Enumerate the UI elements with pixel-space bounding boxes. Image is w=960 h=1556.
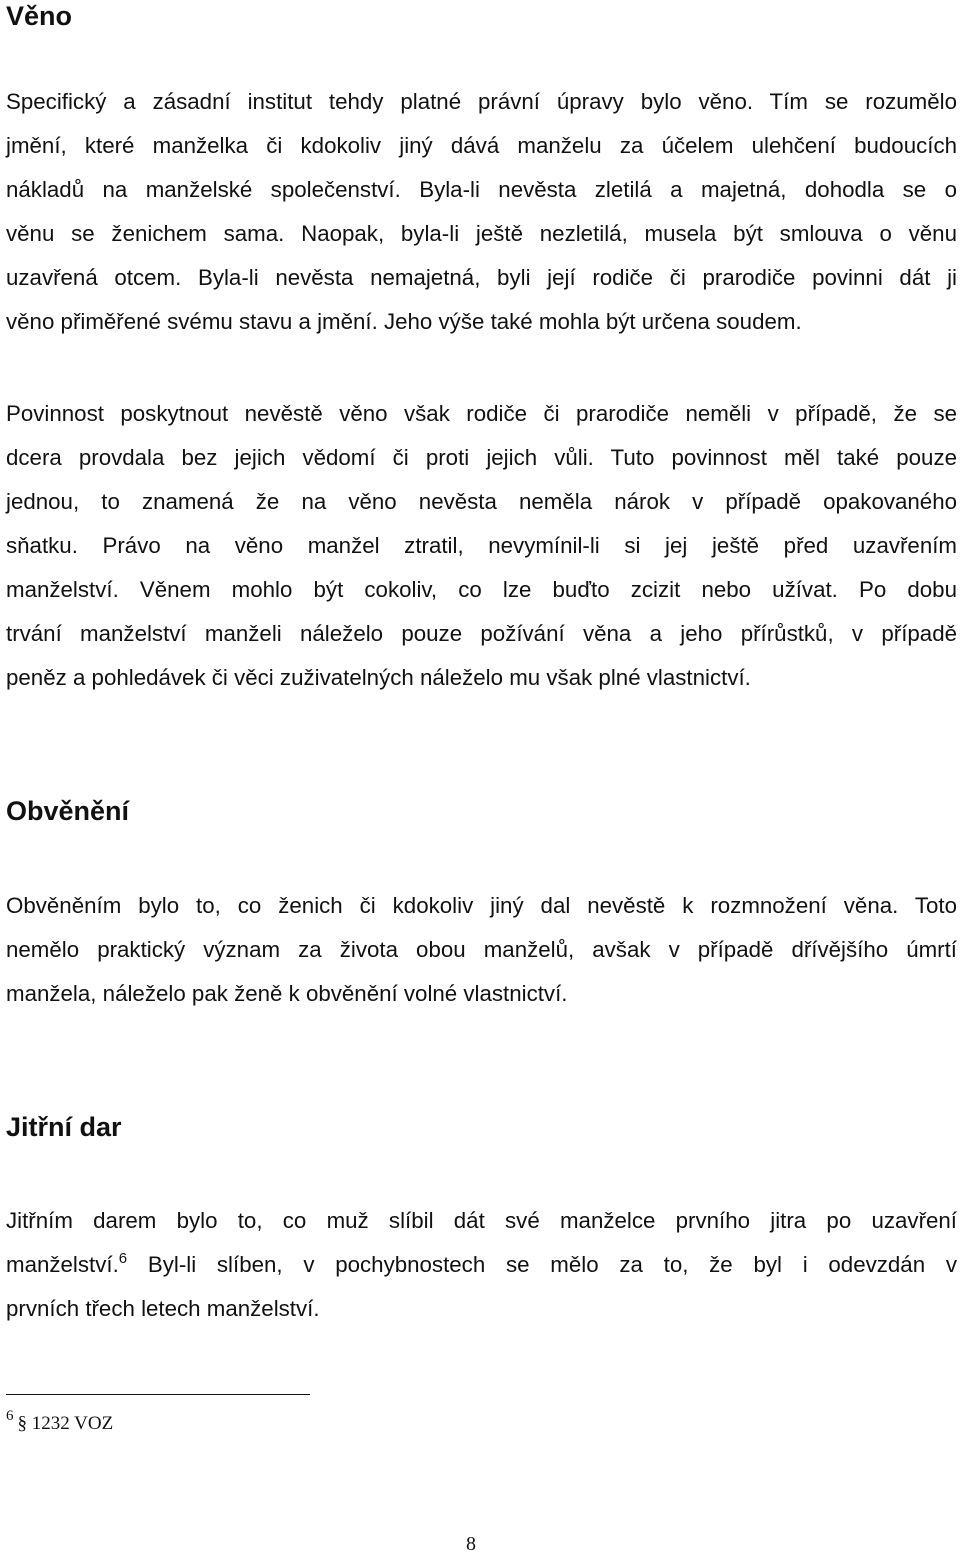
text-line: nákladů na manželské společenství. Byla-li nevěsta zletilá a majetná, dohodla se o <box>6 177 957 202</box>
paragraph-veno-2 <box>6 392 957 700</box>
text-segment: manželství. <box>6 1252 119 1277</box>
text-line: jmění, které manželka či kdokoliv jiný dává manželu za účelem ulehčení budoucích <box>6 133 957 158</box>
text-line: Specifický a zásadní institut tehdy platné právní úpravy bylo věno. Tím se rozumělo <box>6 89 957 114</box>
footnote-reference[interactable]: 6 <box>118 1250 128 1267</box>
text-line: věno přiměřené svému stavu a jmění. Jeho výše také mohla být určena soudem. <box>6 309 802 334</box>
paragraph-obveneni <box>6 884 957 1016</box>
text-line: peněz a pohledávek či věci zuživatelných náleželo mu však plné vlastnictví. <box>6 665 751 690</box>
text-line: Jitřním darem bylo to, co muž slíbil dát své manželce prvního jitra po uzavření <box>6 1208 957 1233</box>
footnote-separator <box>6 1394 310 1395</box>
section-heading-obveneni: Obvěnění <box>6 796 130 826</box>
paragraph-veno-1 <box>6 80 957 344</box>
text-line <box>6 1243 957 1287</box>
text-line: dcera provdala bez jejich vědomí či proti jejich vůli. Tuto povinnost měl také pouze <box>6 445 957 470</box>
text-line: prvních třech letech manželství. <box>6 1296 320 1321</box>
section-heading-jitrni-dar: Jitřní dar <box>6 1112 122 1142</box>
text-line: jednou, to znamená že na věno nevěsta neměla nárok v případě opakovaného <box>6 489 957 514</box>
text-line: Obvěněním bylo to, co ženich či kdokoliv jiný dal nevěstě k rozmnožení věna. Toto <box>6 893 957 918</box>
section-heading-veno: Věno <box>6 1 73 31</box>
text-line: nemělo praktický význam za života obou manželů, avšak v případě dřívějšího úmrtí <box>6 937 957 962</box>
paragraph-jitrni-dar <box>6 1199 957 1331</box>
text-line: trvání manželství manželi náleželo pouze požívání věna a jeho přírůstků, v případě <box>6 621 957 646</box>
page-number: 8 <box>466 1533 476 1555</box>
text-line: věnu se ženichem sama. Naopak, byla-li ještě nezletilá, musela být smlouva o věnu <box>6 221 957 246</box>
footnote-text: § 1232 VOZ <box>17 1413 114 1434</box>
footnote <box>6 1408 113 1435</box>
text-line: Povinnost poskytnout nevěstě věno však rodiče či prarodiče neměli v případě, že se <box>6 401 957 426</box>
text-segment: Byl-li slíben, v pochybnostech se mělo za to, že byl i odevzdán v <box>127 1252 957 1277</box>
text-line: manžela, náleželo pak ženě k obvěnění volné vlastnictví. <box>6 981 568 1006</box>
text-line: sňatku. Právo na věno manžel ztratil, nevymínil-li si jej ještě před uzavřením <box>6 533 957 558</box>
text-line: uzavřená otcem. Byla-li nevěsta nemajetná, byli její rodiče či prarodiče povinni dát ji <box>6 265 957 290</box>
text-line: manželství. Věnem mohlo být cokoliv, co lze buďto zcizit nebo užívat. Po dobu <box>6 577 957 602</box>
footnote-number: 6 <box>6 1408 14 1424</box>
